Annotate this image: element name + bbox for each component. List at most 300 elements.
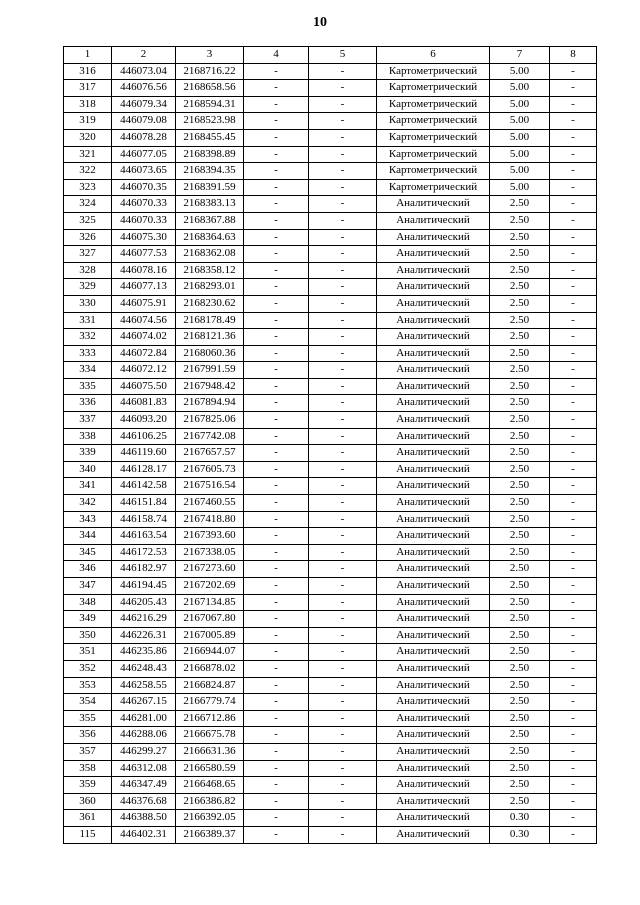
col5-cell: - <box>309 329 377 346</box>
x-coordinate-cell: 446075.50 <box>112 378 176 395</box>
point-number-cell: 337 <box>64 412 112 429</box>
point-number-cell: 339 <box>64 445 112 462</box>
table-row <box>64 428 597 445</box>
table-row <box>64 627 597 644</box>
point-number-cell: 325 <box>64 212 112 229</box>
col5-cell: - <box>309 63 377 80</box>
col5-cell: - <box>309 644 377 661</box>
table-row <box>64 329 597 346</box>
x-coordinate-cell: 446281.00 <box>112 710 176 727</box>
y-coordinate-cell: 2168716.22 <box>176 63 244 80</box>
col8-cell: - <box>550 727 597 744</box>
x-coordinate-cell: 446077.13 <box>112 279 176 296</box>
y-coordinate-cell: 2166712.86 <box>176 710 244 727</box>
accuracy-cell: 2.50 <box>490 412 550 429</box>
column-header: 7 <box>490 47 550 64</box>
table-row <box>64 826 597 843</box>
method-cell: Картометрический <box>377 96 490 113</box>
col5-cell: - <box>309 544 377 561</box>
x-coordinate-cell: 446078.28 <box>112 129 176 146</box>
accuracy-cell: 2.50 <box>490 660 550 677</box>
col5-cell: - <box>309 760 377 777</box>
y-coordinate-cell: 2168178.49 <box>176 312 244 329</box>
col4-cell: - <box>244 810 309 827</box>
point-number-cell: 335 <box>64 378 112 395</box>
x-coordinate-cell: 446172.53 <box>112 544 176 561</box>
point-number-cell: 317 <box>64 80 112 97</box>
col5-cell: - <box>309 146 377 163</box>
col5-cell: - <box>309 80 377 97</box>
method-cell: Аналитический <box>377 229 490 246</box>
col4-cell: - <box>244 710 309 727</box>
col5-cell: - <box>309 196 377 213</box>
table-row <box>64 710 597 727</box>
y-coordinate-cell: 2168230.62 <box>176 295 244 312</box>
table-row <box>64 146 597 163</box>
col5-cell: - <box>309 478 377 495</box>
point-number-cell: 361 <box>64 810 112 827</box>
method-cell: Аналитический <box>377 212 490 229</box>
col5-cell: - <box>309 793 377 810</box>
col5-cell: - <box>309 445 377 462</box>
col5-cell: - <box>309 511 377 528</box>
table-row <box>64 594 597 611</box>
point-number-cell: 344 <box>64 528 112 545</box>
x-coordinate-cell: 446128.17 <box>112 461 176 478</box>
y-coordinate-cell: 2168391.59 <box>176 179 244 196</box>
accuracy-cell: 2.50 <box>490 329 550 346</box>
x-coordinate-cell: 446248.43 <box>112 660 176 677</box>
col5-cell: - <box>309 378 377 395</box>
x-coordinate-cell: 446226.31 <box>112 627 176 644</box>
x-coordinate-cell: 446182.97 <box>112 561 176 578</box>
col4-cell: - <box>244 495 309 512</box>
col4-cell: - <box>244 196 309 213</box>
coordinates-table <box>63 46 597 844</box>
accuracy-cell: 2.50 <box>490 196 550 213</box>
point-number-cell: 336 <box>64 395 112 412</box>
col8-cell: - <box>550 262 597 279</box>
method-cell: Аналитический <box>377 660 490 677</box>
accuracy-cell: 2.50 <box>490 312 550 329</box>
table-row <box>64 694 597 711</box>
col8-cell: - <box>550 312 597 329</box>
point-number-cell: 352 <box>64 660 112 677</box>
col4-cell: - <box>244 677 309 694</box>
col5-cell: - <box>309 677 377 694</box>
col4-cell: - <box>244 760 309 777</box>
col4-cell: - <box>244 627 309 644</box>
col4-cell: - <box>244 345 309 362</box>
accuracy-cell: 2.50 <box>490 478 550 495</box>
method-cell: Картометрический <box>377 63 490 80</box>
col5-cell: - <box>309 743 377 760</box>
y-coordinate-cell: 2167393.60 <box>176 528 244 545</box>
col5-cell: - <box>309 262 377 279</box>
col8-cell: - <box>550 329 597 346</box>
point-number-cell: 349 <box>64 611 112 628</box>
col4-cell: - <box>244 694 309 711</box>
col4-cell: - <box>244 461 309 478</box>
x-coordinate-cell: 446258.55 <box>112 677 176 694</box>
x-coordinate-cell: 446077.53 <box>112 246 176 263</box>
table-row <box>64 644 597 661</box>
col8-cell: - <box>550 644 597 661</box>
accuracy-cell: 2.50 <box>490 511 550 528</box>
accuracy-cell: 2.50 <box>490 279 550 296</box>
table-row <box>64 345 597 362</box>
col4-cell: - <box>244 793 309 810</box>
x-coordinate-cell: 446235.86 <box>112 644 176 661</box>
table-row <box>64 63 597 80</box>
col4-cell: - <box>244 279 309 296</box>
accuracy-cell: 2.50 <box>490 428 550 445</box>
col8-cell: - <box>550 594 597 611</box>
y-coordinate-cell: 2168383.13 <box>176 196 244 213</box>
table-row <box>64 362 597 379</box>
point-number-cell: 324 <box>64 196 112 213</box>
method-cell: Аналитический <box>377 312 490 329</box>
column-header: 6 <box>377 47 490 64</box>
accuracy-cell: 2.50 <box>490 644 550 661</box>
x-coordinate-cell: 446074.56 <box>112 312 176 329</box>
accuracy-cell: 2.50 <box>490 627 550 644</box>
col8-cell: - <box>550 378 597 395</box>
col4-cell: - <box>244 163 309 180</box>
col8-cell: - <box>550 246 597 263</box>
table-row <box>64 495 597 512</box>
col8-cell: - <box>550 279 597 296</box>
point-number-cell: 356 <box>64 727 112 744</box>
col4-cell: - <box>244 295 309 312</box>
method-cell: Картометрический <box>377 113 490 130</box>
col8-cell: - <box>550 163 597 180</box>
x-coordinate-cell: 446299.27 <box>112 743 176 760</box>
x-coordinate-cell: 446288.06 <box>112 727 176 744</box>
y-coordinate-cell: 2168394.35 <box>176 163 244 180</box>
accuracy-cell: 2.50 <box>490 395 550 412</box>
accuracy-cell: 2.50 <box>490 710 550 727</box>
table-row <box>64 80 597 97</box>
col5-cell: - <box>309 229 377 246</box>
y-coordinate-cell: 2168523.98 <box>176 113 244 130</box>
table-row <box>64 478 597 495</box>
y-coordinate-cell: 2167742.08 <box>176 428 244 445</box>
method-cell: Аналитический <box>377 362 490 379</box>
col4-cell: - <box>244 246 309 263</box>
y-coordinate-cell: 2166580.59 <box>176 760 244 777</box>
table-row <box>64 96 597 113</box>
table-row <box>64 113 597 130</box>
point-number-cell: 358 <box>64 760 112 777</box>
col8-cell: - <box>550 760 597 777</box>
column-header: 8 <box>550 47 597 64</box>
col4-cell: - <box>244 445 309 462</box>
point-number-cell: 332 <box>64 329 112 346</box>
col8-cell: - <box>550 478 597 495</box>
x-coordinate-cell: 446142.58 <box>112 478 176 495</box>
col4-cell: - <box>244 63 309 80</box>
accuracy-cell: 2.50 <box>490 544 550 561</box>
col8-cell: - <box>550 96 597 113</box>
method-cell: Аналитический <box>377 760 490 777</box>
method-cell: Аналитический <box>377 710 490 727</box>
col4-cell: - <box>244 395 309 412</box>
x-coordinate-cell: 446072.12 <box>112 362 176 379</box>
point-number-cell: 320 <box>64 129 112 146</box>
y-coordinate-cell: 2167005.89 <box>176 627 244 644</box>
column-header: 1 <box>64 47 112 64</box>
accuracy-cell: 5.00 <box>490 163 550 180</box>
y-coordinate-cell: 2166631.36 <box>176 743 244 760</box>
x-coordinate-cell: 446347.49 <box>112 777 176 794</box>
col4-cell: - <box>244 777 309 794</box>
x-coordinate-cell: 446312.08 <box>112 760 176 777</box>
column-header: 5 <box>309 47 377 64</box>
col8-cell: - <box>550 295 597 312</box>
col4-cell: - <box>244 212 309 229</box>
col8-cell: - <box>550 428 597 445</box>
accuracy-cell: 5.00 <box>490 63 550 80</box>
point-number-cell: 334 <box>64 362 112 379</box>
col5-cell: - <box>309 345 377 362</box>
col5-cell: - <box>309 461 377 478</box>
method-cell: Картометрический <box>377 129 490 146</box>
accuracy-cell: 0.30 <box>490 826 550 843</box>
y-coordinate-cell: 2167991.59 <box>176 362 244 379</box>
y-coordinate-cell: 2168398.89 <box>176 146 244 163</box>
col4-cell: - <box>244 412 309 429</box>
method-cell: Аналитический <box>377 378 490 395</box>
y-coordinate-cell: 2166779.74 <box>176 694 244 711</box>
col4-cell: - <box>244 743 309 760</box>
col4-cell: - <box>244 262 309 279</box>
method-cell: Аналитический <box>377 461 490 478</box>
table-row <box>64 810 597 827</box>
col4-cell: - <box>244 478 309 495</box>
accuracy-cell: 5.00 <box>490 179 550 196</box>
col5-cell: - <box>309 810 377 827</box>
y-coordinate-cell: 2167338.05 <box>176 544 244 561</box>
method-cell: Аналитический <box>377 777 490 794</box>
col8-cell: - <box>550 544 597 561</box>
col5-cell: - <box>309 179 377 196</box>
table-row <box>64 312 597 329</box>
x-coordinate-cell: 446070.33 <box>112 212 176 229</box>
col8-cell: - <box>550 345 597 362</box>
table-row <box>64 611 597 628</box>
point-number-cell: 321 <box>64 146 112 163</box>
point-number-cell: 354 <box>64 694 112 711</box>
col5-cell: - <box>309 428 377 445</box>
accuracy-cell: 2.50 <box>490 378 550 395</box>
method-cell: Аналитический <box>377 445 490 462</box>
x-coordinate-cell: 446158.74 <box>112 511 176 528</box>
col5-cell: - <box>309 594 377 611</box>
x-coordinate-cell: 446402.31 <box>112 826 176 843</box>
table-row <box>64 129 597 146</box>
y-coordinate-cell: 2167134.85 <box>176 594 244 611</box>
col8-cell: - <box>550 528 597 545</box>
table-row <box>64 295 597 312</box>
method-cell: Аналитический <box>377 295 490 312</box>
accuracy-cell: 5.00 <box>490 146 550 163</box>
col8-cell: - <box>550 793 597 810</box>
accuracy-cell: 2.50 <box>490 760 550 777</box>
col8-cell: - <box>550 461 597 478</box>
accuracy-cell: 2.50 <box>490 445 550 462</box>
y-coordinate-cell: 2167825.06 <box>176 412 244 429</box>
y-coordinate-cell: 2168364.63 <box>176 229 244 246</box>
accuracy-cell: 2.50 <box>490 212 550 229</box>
col4-cell: - <box>244 80 309 97</box>
col8-cell: - <box>550 743 597 760</box>
col8-cell: - <box>550 777 597 794</box>
col5-cell: - <box>309 528 377 545</box>
col4-cell: - <box>244 727 309 744</box>
method-cell: Аналитический <box>377 528 490 545</box>
point-number-cell: 357 <box>64 743 112 760</box>
method-cell: Аналитический <box>377 412 490 429</box>
col8-cell: - <box>550 495 597 512</box>
point-number-cell: 351 <box>64 644 112 661</box>
table-row <box>64 229 597 246</box>
method-cell: Аналитический <box>377 627 490 644</box>
col8-cell: - <box>550 362 597 379</box>
y-coordinate-cell: 2166386.82 <box>176 793 244 810</box>
accuracy-cell: 2.50 <box>490 528 550 545</box>
col8-cell: - <box>550 445 597 462</box>
table-row <box>64 378 597 395</box>
method-cell: Аналитический <box>377 279 490 296</box>
accuracy-cell: 2.50 <box>490 793 550 810</box>
accuracy-cell: 5.00 <box>490 113 550 130</box>
method-cell: Аналитический <box>377 594 490 611</box>
col4-cell: - <box>244 129 309 146</box>
accuracy-cell: 2.50 <box>490 345 550 362</box>
table-row <box>64 461 597 478</box>
col5-cell: - <box>309 495 377 512</box>
col8-cell: - <box>550 561 597 578</box>
table-row <box>64 511 597 528</box>
col5-cell: - <box>309 163 377 180</box>
x-coordinate-cell: 446074.02 <box>112 329 176 346</box>
col5-cell: - <box>309 710 377 727</box>
y-coordinate-cell: 2166389.37 <box>176 826 244 843</box>
accuracy-cell: 2.50 <box>490 594 550 611</box>
method-cell: Картометрический <box>377 163 490 180</box>
x-coordinate-cell: 446151.84 <box>112 495 176 512</box>
accuracy-cell: 0.30 <box>490 810 550 827</box>
col5-cell: - <box>309 561 377 578</box>
x-coordinate-cell: 446376.68 <box>112 793 176 810</box>
y-coordinate-cell: 2166878.02 <box>176 660 244 677</box>
point-number-cell: 350 <box>64 627 112 644</box>
col4-cell: - <box>244 511 309 528</box>
accuracy-cell: 2.50 <box>490 246 550 263</box>
x-coordinate-cell: 446163.54 <box>112 528 176 545</box>
col5-cell: - <box>309 295 377 312</box>
y-coordinate-cell: 2168121.36 <box>176 329 244 346</box>
point-number-cell: 360 <box>64 793 112 810</box>
y-coordinate-cell: 2166468.65 <box>176 777 244 794</box>
accuracy-cell: 2.50 <box>490 777 550 794</box>
accuracy-cell: 2.50 <box>490 694 550 711</box>
col4-cell: - <box>244 113 309 130</box>
y-coordinate-cell: 2168367.88 <box>176 212 244 229</box>
point-number-cell: 329 <box>64 279 112 296</box>
col5-cell: - <box>309 246 377 263</box>
point-number-cell: 331 <box>64 312 112 329</box>
table-row <box>64 445 597 462</box>
x-coordinate-cell: 446093.20 <box>112 412 176 429</box>
accuracy-cell: 2.50 <box>490 295 550 312</box>
method-cell: Аналитический <box>377 544 490 561</box>
col8-cell: - <box>550 578 597 595</box>
method-cell: Аналитический <box>377 511 490 528</box>
point-number-cell: 341 <box>64 478 112 495</box>
x-coordinate-cell: 446119.60 <box>112 445 176 462</box>
point-number-cell: 345 <box>64 544 112 561</box>
accuracy-cell: 5.00 <box>490 129 550 146</box>
table-row <box>64 578 597 595</box>
accuracy-cell: 2.50 <box>490 611 550 628</box>
col8-cell: - <box>550 113 597 130</box>
point-number-cell: 322 <box>64 163 112 180</box>
x-coordinate-cell: 446073.65 <box>112 163 176 180</box>
method-cell: Картометрический <box>377 80 490 97</box>
y-coordinate-cell: 2168658.56 <box>176 80 244 97</box>
method-cell: Аналитический <box>377 793 490 810</box>
x-coordinate-cell: 446106.25 <box>112 428 176 445</box>
col4-cell: - <box>244 96 309 113</box>
col8-cell: - <box>550 80 597 97</box>
x-coordinate-cell: 446070.33 <box>112 196 176 213</box>
y-coordinate-cell: 2166392.05 <box>176 810 244 827</box>
y-coordinate-cell: 2166944.07 <box>176 644 244 661</box>
col4-cell: - <box>244 179 309 196</box>
method-cell: Картометрический <box>377 146 490 163</box>
accuracy-cell: 2.50 <box>490 229 550 246</box>
col8-cell: - <box>550 826 597 843</box>
x-coordinate-cell: 446078.16 <box>112 262 176 279</box>
col4-cell: - <box>244 229 309 246</box>
col8-cell: - <box>550 196 597 213</box>
x-coordinate-cell: 446075.30 <box>112 229 176 246</box>
point-number-cell: 330 <box>64 295 112 312</box>
col8-cell: - <box>550 212 597 229</box>
col5-cell: - <box>309 578 377 595</box>
accuracy-cell: 2.50 <box>490 561 550 578</box>
table-row <box>64 743 597 760</box>
x-coordinate-cell: 446079.08 <box>112 113 176 130</box>
x-coordinate-cell: 446267.15 <box>112 694 176 711</box>
y-coordinate-cell: 2168362.08 <box>176 246 244 263</box>
col4-cell: - <box>244 312 309 329</box>
method-cell: Аналитический <box>377 495 490 512</box>
method-cell: Аналитический <box>377 329 490 346</box>
col5-cell: - <box>309 129 377 146</box>
col8-cell: - <box>550 677 597 694</box>
col4-cell: - <box>244 378 309 395</box>
table-row <box>64 528 597 545</box>
y-coordinate-cell: 2167418.80 <box>176 511 244 528</box>
accuracy-cell: 2.50 <box>490 743 550 760</box>
table-row <box>64 212 597 229</box>
accuracy-cell: 2.50 <box>490 495 550 512</box>
col5-cell: - <box>309 113 377 130</box>
col4-cell: - <box>244 528 309 545</box>
